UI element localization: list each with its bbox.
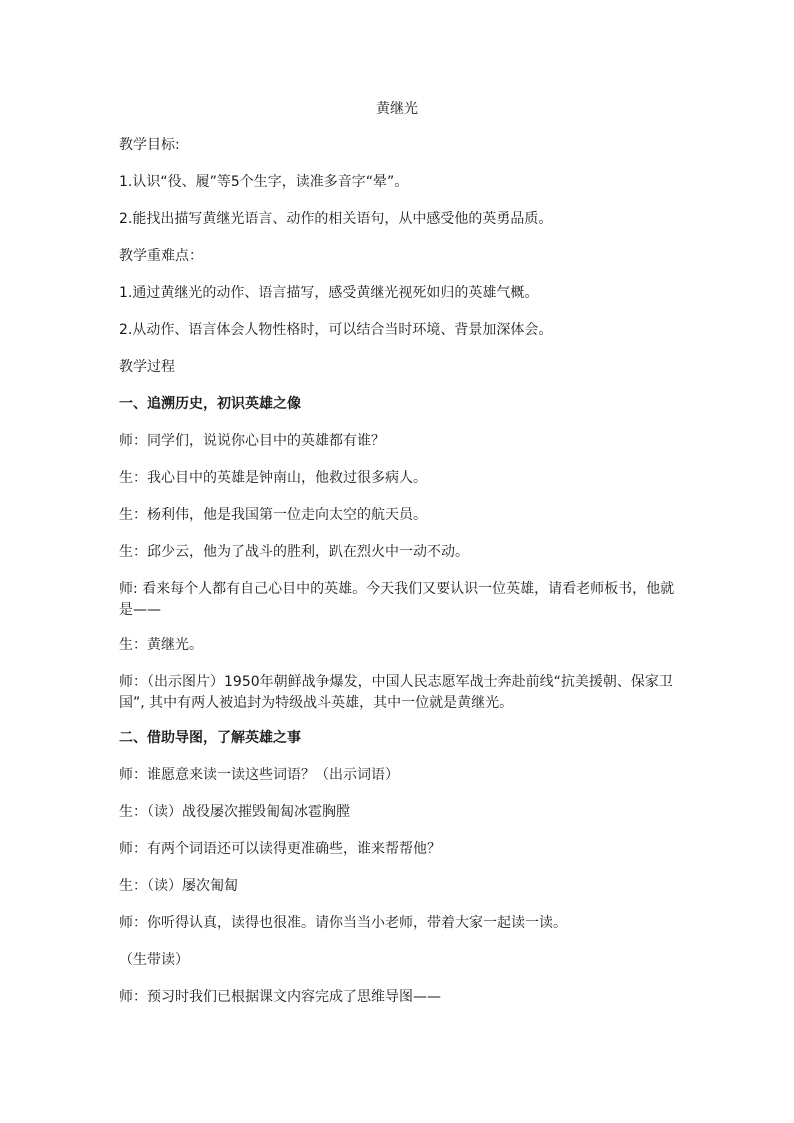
- section-label-objectives: 教学目标:: [119, 137, 180, 153]
- dialogue-line: 生：邱少云，他为了战斗的胜利，趴在烈火中一动不动。: [119, 544, 469, 560]
- key-point-item-1: 1.通过黄继光的动作、语言描写，感受黄继光视死如归的英雄气概。: [119, 285, 539, 301]
- dialogue-line: 生：杨利伟，他是我国第一位走向太空的航天员。: [119, 507, 427, 523]
- dialogue-line: 生：（读）屡次匍匐: [119, 878, 238, 894]
- section-label-key-points: 教学重难点：: [119, 248, 203, 264]
- stage-direction: （生带读）: [119, 952, 189, 968]
- key-point-item-2: 2.从动作、语言体会人物性格时，可以结合当时环境、背景加深体会。: [119, 322, 553, 338]
- dialogue-line: 生：（读）战役屡次摧毁匍匐冰雹胸膛: [119, 804, 350, 820]
- dialogue-line: 师：谁愿意来读一读这些词语？（出示词语）: [119, 767, 399, 783]
- dialogue-line: 生：黄继光。: [119, 637, 203, 653]
- document-body: [119, 135, 679, 1024]
- dialogue-line: 师：（出示图片）1950年朝鲜战争爆发，中国人民志愿军战士奔赴前线“抗美援朝、保家卫国”, 其中有两人被追封为特级战斗英雄，其中一位就是黄继光。: [119, 674, 673, 711]
- section-heading-2: 二、借助导图，了解英雄之事: [119, 730, 301, 746]
- dialogue-line: 师：预习时我们已根据课文内容完成了思维导图——: [119, 989, 441, 1005]
- objective-item-2: 2.能找出描写黄继光语言、动作的相关语句，从中感受他的英勇品质。: [119, 211, 553, 227]
- dialogue-line: 生：我心目中的英雄是钟南山，他救过很多病人。: [119, 470, 427, 486]
- dialogue-line: 师：你听得认真，读得也很准。请你当当小老师，带着大家一起读一读。: [119, 915, 567, 931]
- document-title: 黄继光: [376, 101, 418, 117]
- dialogue-line: 师：同学们，说说你心目中的英雄都有谁？: [119, 433, 385, 449]
- dialogue-line: 师：有两个词语还可以读得更准确些，谁来帮帮他？: [119, 841, 441, 857]
- objective-item-1: 1.认识“役、履”等5个生字，读准多音字“晕”。: [119, 174, 409, 190]
- section-heading-1: 一、追溯历史，初识英雄之像: [119, 396, 301, 412]
- section-label-process: 教学过程: [119, 359, 175, 375]
- dialogue-line: 师: 看来每个人都有自己心目中的英雄。今天我们又要认识一位英雄，请看老师板书，他就是——: [119, 581, 675, 618]
